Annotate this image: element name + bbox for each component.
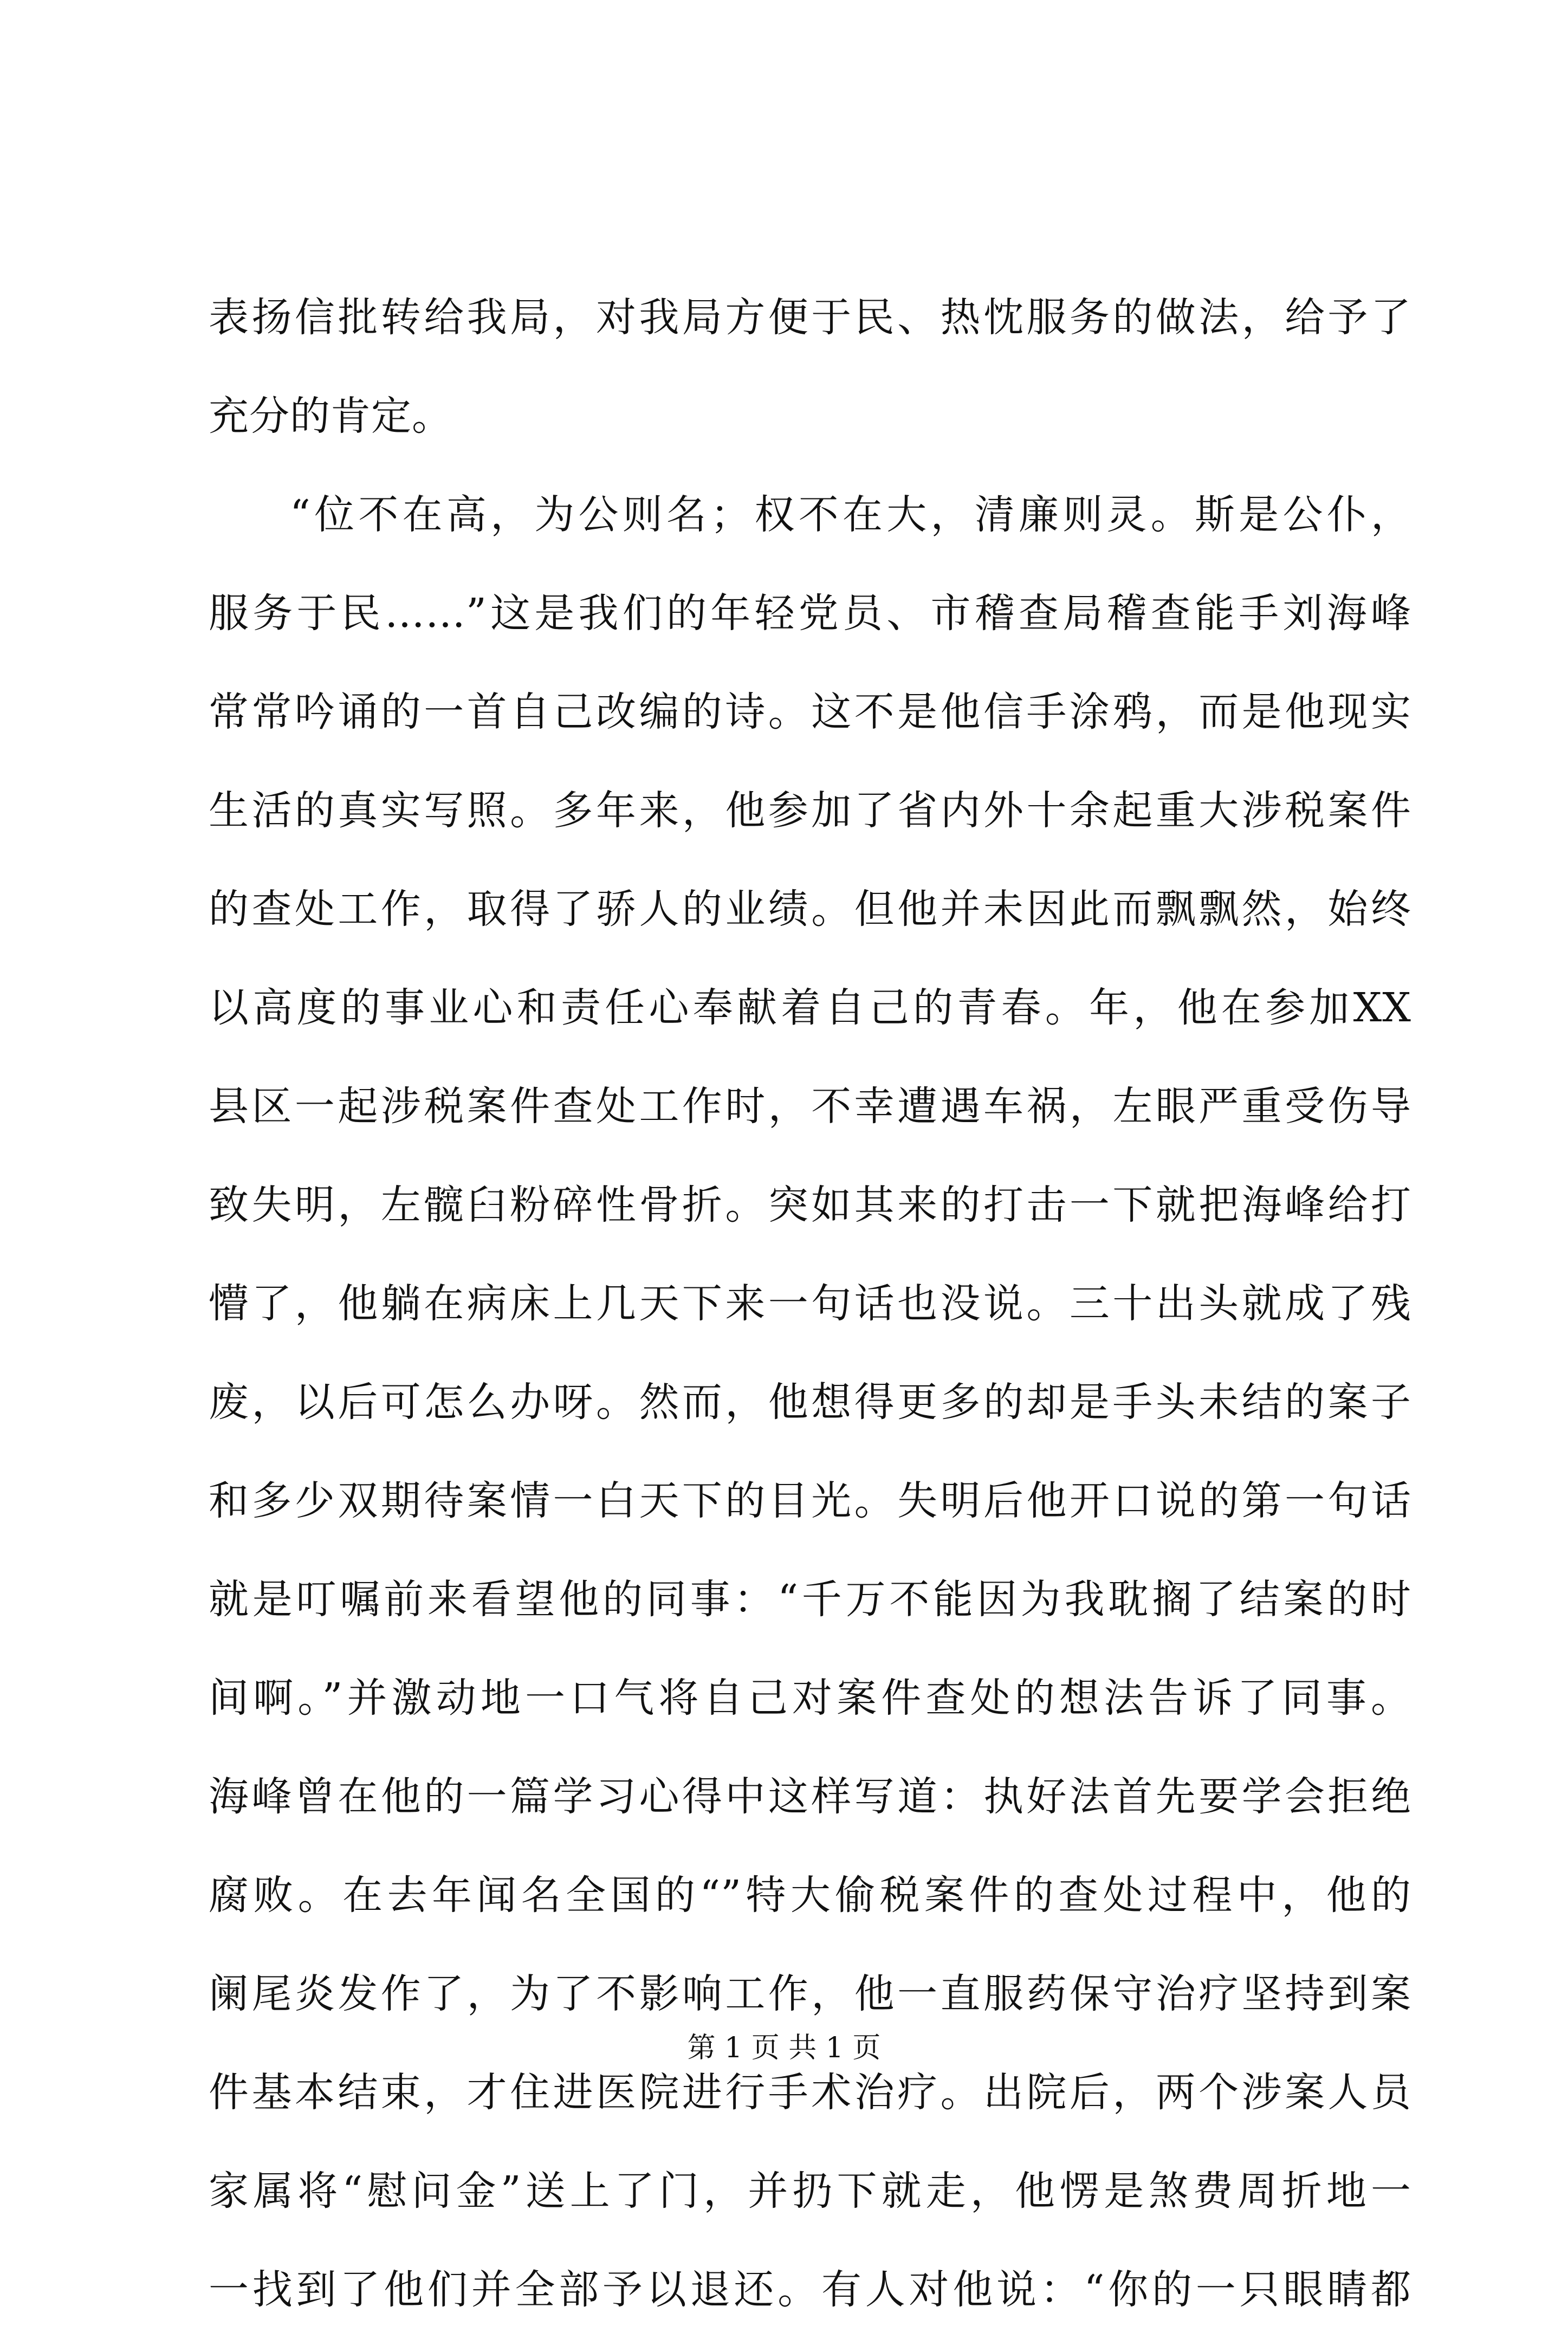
text-line: 服务于民……”这是我们的年轻党员、市稽查局稽查能手刘海峰 <box>209 590 1411 637</box>
text-line: 生活的真实写照。多年来，他参加了省内外十余起重大涉税案件 <box>209 787 1411 834</box>
page-footer: 第 1 页 共 1 页 <box>687 2032 881 2064</box>
text-line: 间啊。”并激动地一口气将自己对案件查处的想法告诉了同事。 <box>209 1675 1411 1721</box>
text-line: 的查处工作，取得了骄人的业绩。但他并未因此而飘飘然，始终 <box>209 886 1411 932</box>
text-line: 县区一起涉税案件查处工作时，不幸遭遇车祸，左眼严重受伤导 <box>209 1083 1411 1130</box>
text-line: 就是叮嘱前来看望他的同事：“千万不能因为我耽搁了结案的时 <box>209 1576 1411 1623</box>
text-line: 懵了，他躺在病床上几天下来一句话也没说。三十出头就成了残 <box>209 1280 1411 1327</box>
text-line: 表扬信批转给我局，对我局方便于民、热忱服务的做法，给予了 <box>209 294 1411 341</box>
body-text <box>209 268 1411 2339</box>
text-line: 常常吟诵的一首自己改编的诗。这不是他信手涂鸦，而是他现实 <box>209 689 1411 735</box>
text-line: “位不在高，为公则名；权不在大，清廉则灵。斯是公仆， <box>290 491 1411 538</box>
text-line: 和多少双期待案情一白天下的目光。失明后他开口说的第一句话 <box>209 1478 1411 1524</box>
text-line: 腐败。在去年闻名全国的“”特大偷税案件的查处过程中，他的 <box>209 1872 1411 1919</box>
text-line: 废，以后可怎么办呀。然而，他想得更多的却是手头未结的案子 <box>209 1379 1411 1426</box>
text-line: 阑尾炎发作了，为了不影响工作，他一直服药保守治疗坚持到案 <box>209 1971 1411 2017</box>
text-line: 一找到了他们并全部予以退还。有人对他说：“你的一只眼睛都 <box>209 2266 1411 2313</box>
text-line: 致失明，左髋臼粉碎性骨折。突如其来的打击一下就把海峰给打 <box>209 1182 1411 1228</box>
text-line: 以高度的事业心和责任心奉献着自己的青春。年，他在参加XX <box>209 984 1411 1031</box>
text-line: 家属将“慰问金”送上了门，并扔下就走，他愣是煞费周折地一 <box>209 2168 1411 2214</box>
text-line: 件基本结束，才住进医院进行手术治疗。出院后，两个涉案人员 <box>209 2069 1411 2116</box>
text-line: 海峰曾在他的一篇学习心得中这样写道：执好法首先要学会拒绝 <box>209 1773 1411 1820</box>
text-line: 充分的肯定。 <box>209 393 452 439</box>
